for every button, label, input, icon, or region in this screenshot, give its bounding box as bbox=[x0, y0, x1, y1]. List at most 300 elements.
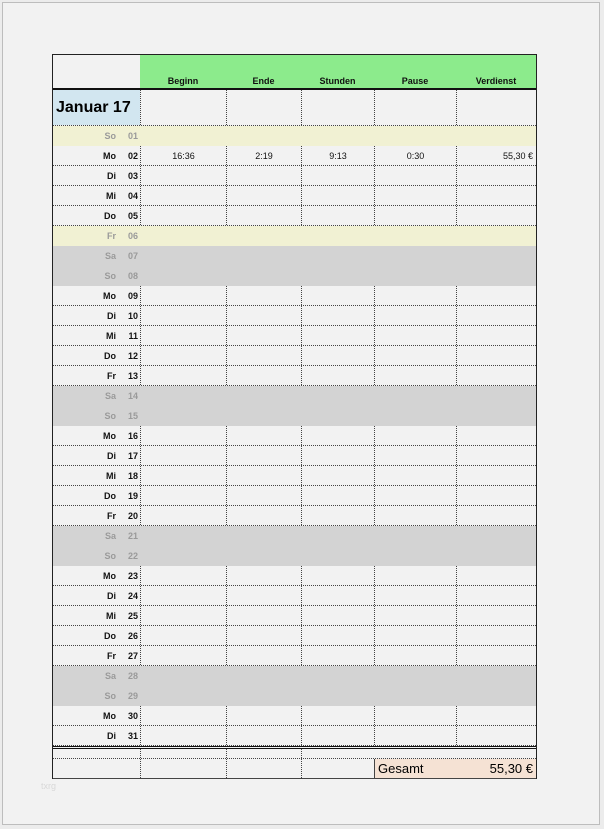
time-cell[interactable] bbox=[301, 546, 374, 566]
time-cell[interactable] bbox=[456, 506, 536, 525]
time-cell[interactable] bbox=[456, 226, 536, 246]
weekday-name: Sa bbox=[104, 391, 116, 401]
time-cell[interactable] bbox=[226, 646, 301, 665]
time-cell[interactable] bbox=[301, 226, 374, 246]
time-cell[interactable] bbox=[301, 306, 374, 325]
day-label bbox=[53, 486, 140, 505]
day-number: 24 bbox=[127, 590, 138, 601]
time-cell[interactable] bbox=[456, 726, 536, 745]
time-cell[interactable] bbox=[374, 606, 456, 625]
weekday-name: Mi bbox=[106, 610, 116, 621]
time-cell[interactable] bbox=[374, 386, 456, 406]
header-corner bbox=[53, 55, 140, 88]
time-cell[interactable] bbox=[374, 506, 456, 525]
day-label bbox=[53, 346, 140, 365]
weekday-name: So bbox=[104, 411, 116, 421]
day-label bbox=[53, 546, 140, 566]
day-rows bbox=[53, 126, 536, 746]
table-row bbox=[53, 146, 536, 166]
weekday-name: Sa bbox=[104, 251, 116, 261]
table-row bbox=[53, 466, 536, 486]
weekday-name: Mo bbox=[103, 150, 116, 161]
table-row bbox=[53, 546, 536, 566]
time-cell[interactable] bbox=[140, 206, 226, 225]
watermark: txrg bbox=[41, 781, 57, 791]
time-cell[interactable] bbox=[456, 626, 536, 645]
time-cell[interactable] bbox=[456, 386, 536, 406]
total-label: Gesamt bbox=[374, 759, 456, 778]
day-label bbox=[53, 726, 140, 745]
time-cell[interactable] bbox=[140, 406, 226, 426]
weekday-name: Mi bbox=[106, 330, 116, 341]
time-cell[interactable] bbox=[301, 526, 374, 546]
weekday-name: Mo bbox=[103, 570, 116, 581]
table-row bbox=[53, 346, 536, 366]
time-cell[interactable] bbox=[301, 726, 374, 745]
day-number: 08 bbox=[127, 271, 138, 281]
time-cell[interactable]: 9:13 bbox=[301, 146, 374, 165]
time-cell[interactable] bbox=[301, 566, 374, 585]
time-cell[interactable] bbox=[374, 126, 456, 146]
time-cell[interactable] bbox=[456, 686, 536, 706]
table-row bbox=[53, 246, 536, 266]
table-row bbox=[53, 686, 536, 706]
day-number: 06 bbox=[127, 231, 138, 241]
time-cell[interactable] bbox=[226, 526, 301, 546]
day-number: 11 bbox=[128, 330, 138, 341]
time-cell[interactable] bbox=[374, 246, 456, 266]
time-cell[interactable] bbox=[374, 326, 456, 345]
time-cell[interactable] bbox=[456, 546, 536, 566]
time-cell[interactable] bbox=[456, 266, 536, 286]
day-number: 18 bbox=[127, 470, 138, 481]
weekday-name: Fr bbox=[107, 510, 116, 521]
weekday-name: Mi bbox=[106, 190, 116, 201]
time-cell[interactable] bbox=[456, 586, 536, 605]
time-cell[interactable]: 16:36 bbox=[140, 146, 226, 165]
table-row bbox=[53, 526, 536, 546]
time-cell[interactable] bbox=[140, 726, 226, 745]
total-value[interactable]: 55,30 € bbox=[456, 759, 536, 778]
day-label bbox=[53, 206, 140, 225]
time-cell[interactable] bbox=[140, 346, 226, 365]
day-number: 04 bbox=[127, 190, 138, 201]
time-cell[interactable] bbox=[226, 126, 301, 146]
day-number: 16 bbox=[127, 430, 138, 441]
time-cell[interactable] bbox=[456, 326, 536, 345]
footer-spacer-row bbox=[53, 749, 536, 759]
month-row bbox=[53, 90, 536, 126]
day-label bbox=[53, 506, 140, 525]
time-cell[interactable] bbox=[374, 286, 456, 305]
day-label bbox=[53, 626, 140, 645]
time-cell[interactable] bbox=[374, 726, 456, 745]
time-cell[interactable] bbox=[226, 206, 301, 225]
time-cell[interactable] bbox=[456, 186, 536, 205]
day-number: 26 bbox=[127, 630, 138, 641]
table-row bbox=[53, 386, 536, 406]
spreadsheet-page bbox=[2, 2, 600, 825]
time-cell[interactable] bbox=[301, 366, 374, 385]
time-cell[interactable] bbox=[140, 666, 226, 686]
time-cell[interactable] bbox=[456, 706, 536, 725]
weekday-name: So bbox=[104, 131, 116, 141]
time-cell[interactable] bbox=[301, 426, 374, 445]
day-number: 15 bbox=[127, 411, 138, 421]
time-cell[interactable] bbox=[140, 226, 226, 246]
day-number: 14 bbox=[127, 391, 138, 401]
time-cell[interactable] bbox=[226, 326, 301, 345]
time-cell[interactable] bbox=[374, 626, 456, 645]
weekday-name: Do bbox=[104, 350, 116, 361]
time-cell[interactable] bbox=[140, 126, 226, 146]
day-label bbox=[53, 226, 140, 246]
time-cell[interactable] bbox=[374, 566, 456, 585]
time-cell[interactable] bbox=[456, 466, 536, 485]
time-cell[interactable] bbox=[301, 506, 374, 525]
time-cell[interactable] bbox=[140, 626, 226, 645]
time-cell[interactable] bbox=[226, 706, 301, 725]
time-cell[interactable] bbox=[301, 246, 374, 266]
time-cell[interactable] bbox=[140, 486, 226, 505]
time-cell[interactable] bbox=[456, 426, 536, 445]
time-cell[interactable] bbox=[226, 626, 301, 645]
day-number: 17 bbox=[127, 450, 138, 461]
table-row bbox=[53, 506, 536, 526]
time-cell[interactable] bbox=[374, 706, 456, 725]
weekday-name: Sa bbox=[104, 531, 116, 541]
time-cell[interactable] bbox=[140, 186, 226, 205]
time-cell[interactable] bbox=[140, 246, 226, 266]
time-cell[interactable] bbox=[456, 306, 536, 325]
day-label bbox=[53, 286, 140, 305]
weekday-name: Fr bbox=[107, 370, 116, 381]
day-label bbox=[53, 146, 140, 165]
time-cell[interactable] bbox=[301, 586, 374, 605]
time-cell[interactable] bbox=[226, 606, 301, 625]
time-cell[interactable] bbox=[456, 246, 536, 266]
time-cell[interactable] bbox=[456, 126, 536, 146]
time-cell[interactable] bbox=[140, 566, 226, 585]
time-cell[interactable] bbox=[140, 426, 226, 445]
time-cell[interactable] bbox=[226, 506, 301, 525]
weekday-name: Do bbox=[104, 490, 116, 501]
table-row bbox=[53, 126, 536, 146]
time-cell[interactable] bbox=[374, 646, 456, 665]
weekday-name: Di bbox=[107, 590, 116, 601]
table-row bbox=[53, 206, 536, 226]
time-cell[interactable] bbox=[140, 686, 226, 706]
weekday-name: Mo bbox=[103, 710, 116, 721]
day-number: 13 bbox=[127, 370, 138, 381]
time-cell[interactable] bbox=[456, 366, 536, 385]
month-cell[interactable] bbox=[140, 90, 226, 125]
time-cell[interactable] bbox=[226, 566, 301, 585]
time-cell[interactable] bbox=[301, 606, 374, 625]
weekday-name: So bbox=[104, 551, 116, 561]
time-cell[interactable] bbox=[140, 706, 226, 725]
column-header-stunden[interactable]: Stunden bbox=[301, 55, 374, 88]
day-number: 30 bbox=[127, 710, 138, 721]
table-row bbox=[53, 166, 536, 186]
time-cell[interactable] bbox=[374, 546, 456, 566]
weekday-name: Di bbox=[107, 730, 116, 741]
day-label bbox=[53, 446, 140, 465]
footer-cell[interactable] bbox=[301, 749, 374, 758]
time-cell[interactable] bbox=[374, 526, 456, 546]
time-cell[interactable] bbox=[374, 446, 456, 465]
weekday-name: Di bbox=[107, 310, 116, 321]
weekday-name: Mo bbox=[103, 290, 116, 301]
time-cell[interactable] bbox=[301, 466, 374, 485]
day-label bbox=[53, 266, 140, 286]
time-cell[interactable] bbox=[226, 726, 301, 745]
footer-cell[interactable] bbox=[226, 749, 301, 758]
time-cell[interactable] bbox=[140, 306, 226, 325]
time-cell[interactable] bbox=[226, 186, 301, 205]
weekday-name: Do bbox=[104, 210, 116, 221]
weekday-name: So bbox=[104, 271, 116, 281]
time-cell[interactable] bbox=[374, 346, 456, 365]
time-cell[interactable] bbox=[140, 386, 226, 406]
time-cell[interactable] bbox=[374, 166, 456, 185]
day-number: 05 bbox=[127, 210, 138, 221]
day-number: 09 bbox=[127, 290, 138, 301]
day-number: 02 bbox=[127, 150, 138, 161]
day-label bbox=[53, 646, 140, 665]
time-cell[interactable] bbox=[140, 166, 226, 185]
time-cell[interactable] bbox=[226, 166, 301, 185]
time-cell[interactable] bbox=[226, 246, 301, 266]
column-header-verdienst[interactable]: Verdienst bbox=[456, 55, 536, 88]
table-row bbox=[53, 366, 536, 386]
time-cell[interactable] bbox=[140, 446, 226, 465]
weekday-name: Di bbox=[107, 170, 116, 181]
day-number: 20 bbox=[127, 510, 138, 521]
time-cell[interactable] bbox=[374, 586, 456, 605]
time-cell[interactable] bbox=[456, 286, 536, 305]
time-cell[interactable] bbox=[374, 366, 456, 385]
table-row bbox=[53, 586, 536, 606]
day-number: 21 bbox=[127, 531, 138, 541]
time-cell[interactable] bbox=[301, 686, 374, 706]
table-row bbox=[53, 726, 536, 746]
time-cell[interactable] bbox=[226, 686, 301, 706]
table-row bbox=[53, 286, 536, 306]
time-cell[interactable] bbox=[374, 426, 456, 445]
time-cell[interactable] bbox=[456, 606, 536, 625]
time-cell[interactable] bbox=[374, 266, 456, 286]
day-label bbox=[53, 366, 140, 385]
table-row bbox=[53, 306, 536, 326]
time-cell[interactable] bbox=[140, 466, 226, 485]
time-cell[interactable] bbox=[456, 206, 536, 225]
day-label bbox=[53, 586, 140, 605]
month-cell[interactable] bbox=[456, 90, 536, 125]
footer-cell[interactable] bbox=[140, 759, 226, 778]
time-cell[interactable] bbox=[226, 306, 301, 325]
time-cell[interactable] bbox=[374, 206, 456, 225]
time-cell[interactable] bbox=[301, 666, 374, 686]
time-cell[interactable] bbox=[374, 666, 456, 686]
time-cell[interactable] bbox=[301, 186, 374, 205]
time-cell[interactable] bbox=[456, 346, 536, 365]
time-cell[interactable] bbox=[301, 266, 374, 286]
time-cell[interactable] bbox=[301, 706, 374, 725]
time-cell[interactable] bbox=[226, 366, 301, 385]
weekday-name: So bbox=[104, 691, 116, 701]
time-cell[interactable] bbox=[301, 626, 374, 645]
day-label bbox=[53, 686, 140, 706]
time-cell[interactable] bbox=[374, 406, 456, 426]
column-header-ende[interactable]: Ende bbox=[226, 55, 301, 88]
table-header bbox=[53, 55, 536, 90]
total-row bbox=[53, 759, 536, 779]
day-number: 27 bbox=[127, 650, 138, 661]
time-cell[interactable] bbox=[374, 686, 456, 706]
time-cell[interactable] bbox=[140, 646, 226, 665]
time-cell[interactable] bbox=[226, 666, 301, 686]
time-cell[interactable] bbox=[456, 486, 536, 505]
day-number: 10 bbox=[127, 310, 138, 321]
table-row bbox=[53, 566, 536, 586]
weekday-name: Sa bbox=[104, 671, 116, 681]
day-label bbox=[53, 306, 140, 325]
time-cell[interactable] bbox=[226, 406, 301, 426]
day-number: 19 bbox=[127, 490, 138, 501]
time-cell[interactable] bbox=[374, 226, 456, 246]
day-label bbox=[53, 326, 140, 345]
time-cell[interactable] bbox=[374, 486, 456, 505]
day-label bbox=[53, 466, 140, 485]
time-cell[interactable] bbox=[301, 166, 374, 185]
table-row bbox=[53, 186, 536, 206]
month-cell[interactable] bbox=[374, 90, 456, 125]
day-label bbox=[53, 606, 140, 625]
day-label bbox=[53, 166, 140, 185]
day-label bbox=[53, 406, 140, 426]
time-cell[interactable] bbox=[140, 266, 226, 286]
time-cell[interactable] bbox=[456, 526, 536, 546]
time-cell[interactable] bbox=[374, 186, 456, 205]
weekday-name: Do bbox=[104, 630, 116, 641]
table-row bbox=[53, 406, 536, 426]
day-number: 29 bbox=[127, 691, 138, 701]
time-cell[interactable] bbox=[140, 546, 226, 566]
time-cell[interactable] bbox=[140, 366, 226, 385]
day-number: 25 bbox=[127, 610, 138, 621]
time-cell[interactable] bbox=[301, 346, 374, 365]
month-title[interactable]: Januar 17 bbox=[53, 90, 140, 125]
time-cell[interactable] bbox=[374, 306, 456, 325]
time-cell[interactable] bbox=[140, 526, 226, 546]
day-number: 23 bbox=[127, 570, 138, 581]
day-number: 03 bbox=[127, 170, 138, 181]
table-row bbox=[53, 326, 536, 346]
footer-cell[interactable] bbox=[301, 759, 374, 778]
time-cell[interactable] bbox=[226, 426, 301, 445]
month-cell[interactable] bbox=[226, 90, 301, 125]
time-cell[interactable] bbox=[456, 666, 536, 686]
time-cell[interactable] bbox=[301, 286, 374, 305]
time-cell[interactable]: 0:30 bbox=[374, 146, 456, 165]
column-header-pause[interactable]: Pause bbox=[374, 55, 456, 88]
weekday-name: Mi bbox=[106, 470, 116, 481]
time-cell[interactable]: 55,30 € bbox=[456, 146, 536, 165]
time-cell[interactable] bbox=[456, 646, 536, 665]
day-label bbox=[53, 386, 140, 406]
time-cell[interactable] bbox=[226, 346, 301, 365]
table-row bbox=[53, 666, 536, 686]
time-cell[interactable] bbox=[301, 326, 374, 345]
table-row bbox=[53, 426, 536, 446]
table-row bbox=[53, 626, 536, 646]
time-cell[interactable] bbox=[226, 266, 301, 286]
day-label bbox=[53, 426, 140, 445]
time-cell[interactable] bbox=[456, 566, 536, 585]
weekday-name: Fr bbox=[107, 231, 116, 241]
time-cell[interactable] bbox=[456, 166, 536, 185]
time-cell[interactable] bbox=[226, 546, 301, 566]
month-cell[interactable] bbox=[301, 90, 374, 125]
table-row bbox=[53, 706, 536, 726]
day-number: 31 bbox=[127, 730, 138, 741]
time-cell[interactable]: 2:19 bbox=[226, 146, 301, 165]
table-row bbox=[53, 646, 536, 666]
time-cell[interactable] bbox=[140, 586, 226, 605]
day-number: 12 bbox=[127, 350, 138, 361]
time-cell[interactable] bbox=[226, 586, 301, 605]
day-label bbox=[53, 186, 140, 205]
day-label bbox=[53, 706, 140, 725]
footer-cell[interactable] bbox=[226, 759, 301, 778]
time-cell[interactable] bbox=[301, 126, 374, 146]
day-label bbox=[53, 526, 140, 546]
day-number: 22 bbox=[127, 551, 138, 561]
weekday-name: Fr bbox=[107, 650, 116, 661]
time-cell[interactable] bbox=[301, 406, 374, 426]
time-cell[interactable] bbox=[226, 486, 301, 505]
day-number: 07 bbox=[127, 251, 138, 261]
time-cell[interactable] bbox=[226, 286, 301, 305]
day-label bbox=[53, 126, 140, 146]
time-cell[interactable] bbox=[301, 386, 374, 406]
weekday-name: Mo bbox=[103, 430, 116, 441]
table-row bbox=[53, 486, 536, 506]
time-cell[interactable] bbox=[226, 386, 301, 406]
time-cell[interactable] bbox=[140, 286, 226, 305]
time-cell[interactable] bbox=[301, 646, 374, 665]
time-cell[interactable] bbox=[226, 466, 301, 485]
footer-cell[interactable] bbox=[140, 749, 226, 758]
time-cell[interactable] bbox=[140, 606, 226, 625]
time-cell[interactable] bbox=[140, 326, 226, 345]
day-number: 01 bbox=[127, 131, 138, 141]
time-cell[interactable] bbox=[374, 466, 456, 485]
column-header-beginn[interactable]: Beginn bbox=[140, 55, 226, 88]
time-cell[interactable] bbox=[301, 446, 374, 465]
time-cell[interactable] bbox=[301, 206, 374, 225]
weekday-name: Di bbox=[107, 450, 116, 461]
table-row bbox=[53, 606, 536, 626]
time-cell[interactable] bbox=[226, 446, 301, 465]
time-cell[interactable] bbox=[456, 406, 536, 426]
time-cell[interactable] bbox=[226, 226, 301, 246]
time-cell[interactable] bbox=[140, 506, 226, 525]
time-cell[interactable] bbox=[301, 486, 374, 505]
timesheet-table bbox=[52, 54, 537, 779]
time-cell[interactable] bbox=[456, 446, 536, 465]
